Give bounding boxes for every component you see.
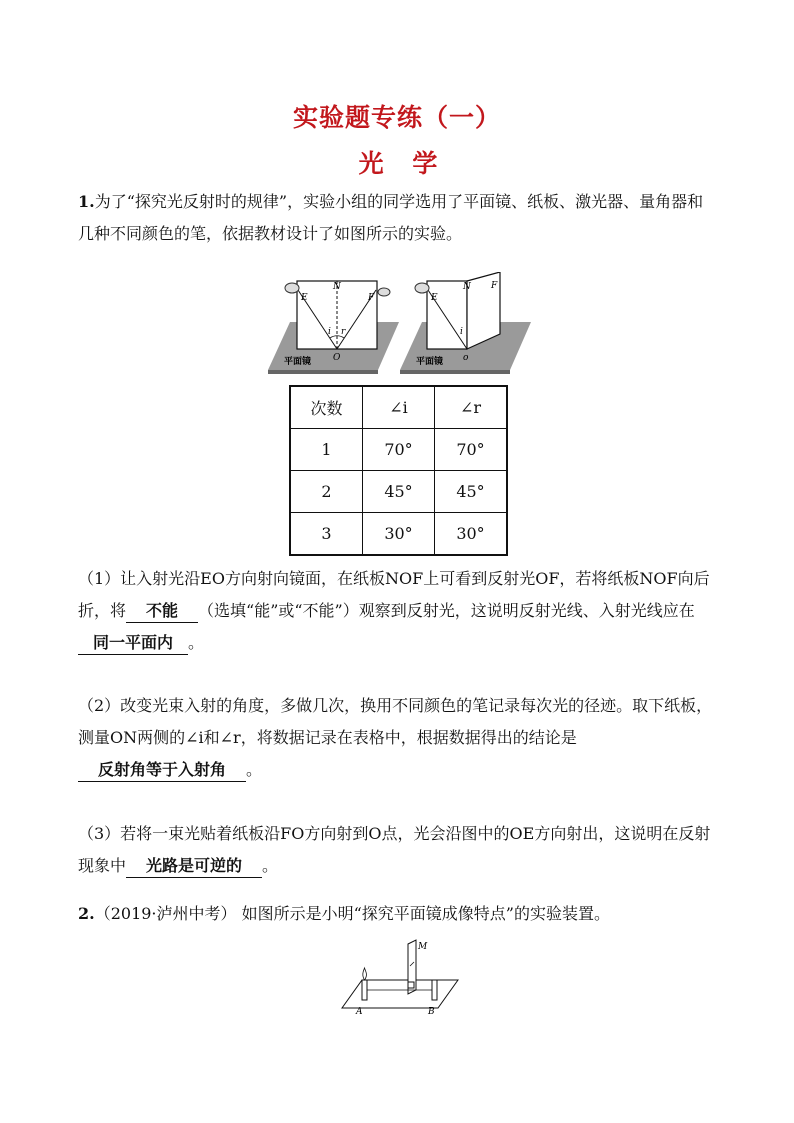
flame-icon: [363, 968, 367, 980]
q1-part3: [78, 818, 718, 882]
candle-b: [432, 980, 437, 1000]
table-row: [290, 513, 507, 556]
q1-part1-text-c: 。: [188, 633, 205, 652]
q1-part3-text-a: （3）若将一束光贴着纸板沿FO方向射到O点，光会沿图中的OE方向射出，这说明在反射现象中: [78, 824, 711, 875]
label-a: A: [356, 1007, 363, 1017]
mirror-label: 平面镜: [284, 357, 312, 367]
table-header: ∠r: [435, 386, 508, 429]
table-row: [290, 429, 507, 471]
eye-icon: [378, 288, 390, 296]
label-o: O: [333, 353, 341, 363]
angle-data-table: [289, 385, 508, 556]
label-e: E: [301, 293, 308, 303]
label-f: F: [368, 293, 375, 303]
table-cell: 70°: [363, 429, 435, 471]
plane-mirror-setup-figure: [340, 938, 460, 1018]
mirror-edge-2: [400, 370, 510, 374]
table-cell: 70°: [435, 429, 508, 471]
page-title: 实验题专练（一）: [292, 103, 501, 132]
table-cell: 45°: [435, 471, 508, 513]
q1-part2-text-b: 。: [246, 760, 263, 779]
page-subtitle: 光 学: [358, 149, 448, 178]
table-cell: 1: [290, 429, 363, 471]
q1-answer-3: 反射角等于入射角: [78, 759, 246, 782]
label-i-2: i: [460, 327, 463, 337]
q2-text-body: （2019·泸州中考） 如图所示是小明“探究平面镜成像特点”的实验装置。: [94, 904, 610, 923]
table-cell: 30°: [363, 513, 435, 556]
table-plane: [342, 980, 458, 1008]
table-cell: 2: [290, 471, 363, 513]
label-m: M: [418, 942, 428, 952]
q2-number: 2.: [78, 904, 95, 923]
table-row: [290, 471, 507, 513]
q1-answer-1: 不能: [126, 600, 198, 623]
q1-intro: [78, 186, 718, 250]
q1-part3-text-b: 。: [262, 856, 279, 875]
table-cell: 30°: [435, 513, 508, 556]
right-angle-mark: [408, 982, 414, 988]
mirror-label-2: 平面镜: [416, 357, 444, 367]
label-b: B: [428, 1007, 435, 1017]
label-r: r: [341, 327, 346, 337]
label-f-2: F: [491, 281, 498, 291]
table-header: 次数: [290, 386, 363, 429]
label-o-2: o: [463, 353, 469, 363]
q1-part1-text-b: （选填“能”或“不能”）观察到反射光，这说明反射光线、入射光线应在: [198, 601, 695, 620]
q1-part1-text-a: （1）让入射光沿EO方向射向镜面，在纸板NOF上可看到反射光OF，若将纸板NOF向后折，将: [78, 569, 710, 620]
laser-icon: [285, 283, 299, 293]
reflection-figure-flat: [268, 272, 400, 374]
label-n: N: [333, 282, 341, 292]
label-n-2: N: [463, 282, 471, 292]
q1-part2: [78, 690, 718, 786]
q2-text: [78, 898, 718, 930]
table-header: ∠i: [363, 386, 435, 429]
label-i: i: [328, 327, 331, 337]
q1-answer-2: 同一平面内: [78, 632, 188, 655]
label-e-2: E: [431, 293, 438, 303]
q1-answer-4: 光路是可逆的: [126, 855, 262, 878]
q1-part2-text-a: （2）改变光束入射的角度，多做几次，换用不同颜色的笔记录每次光的径迹。取下纸板，测量ON两侧的∠i和∠r，将数据记录在表格中，根据数据得出的结论是: [78, 696, 713, 747]
cardboard-left: [427, 281, 467, 349]
laser-icon-2: [415, 283, 429, 293]
candle-a: [362, 980, 367, 1000]
q1-number: 1.: [78, 192, 95, 211]
table-cell: 3: [290, 513, 363, 556]
table-cell: 45°: [363, 471, 435, 513]
q1-intro-text: 为了“探究光反射时的规律”，实验小组的同学选用了平面镜、纸板、激光器、量角器和几种不同颜色的笔，依据教材设计了如图所示的实验。: [78, 192, 704, 243]
reflection-figure-folded: [400, 272, 532, 374]
mirror-edge: [268, 370, 378, 374]
q1-part1: [78, 563, 718, 659]
table-header-row: [290, 386, 507, 429]
